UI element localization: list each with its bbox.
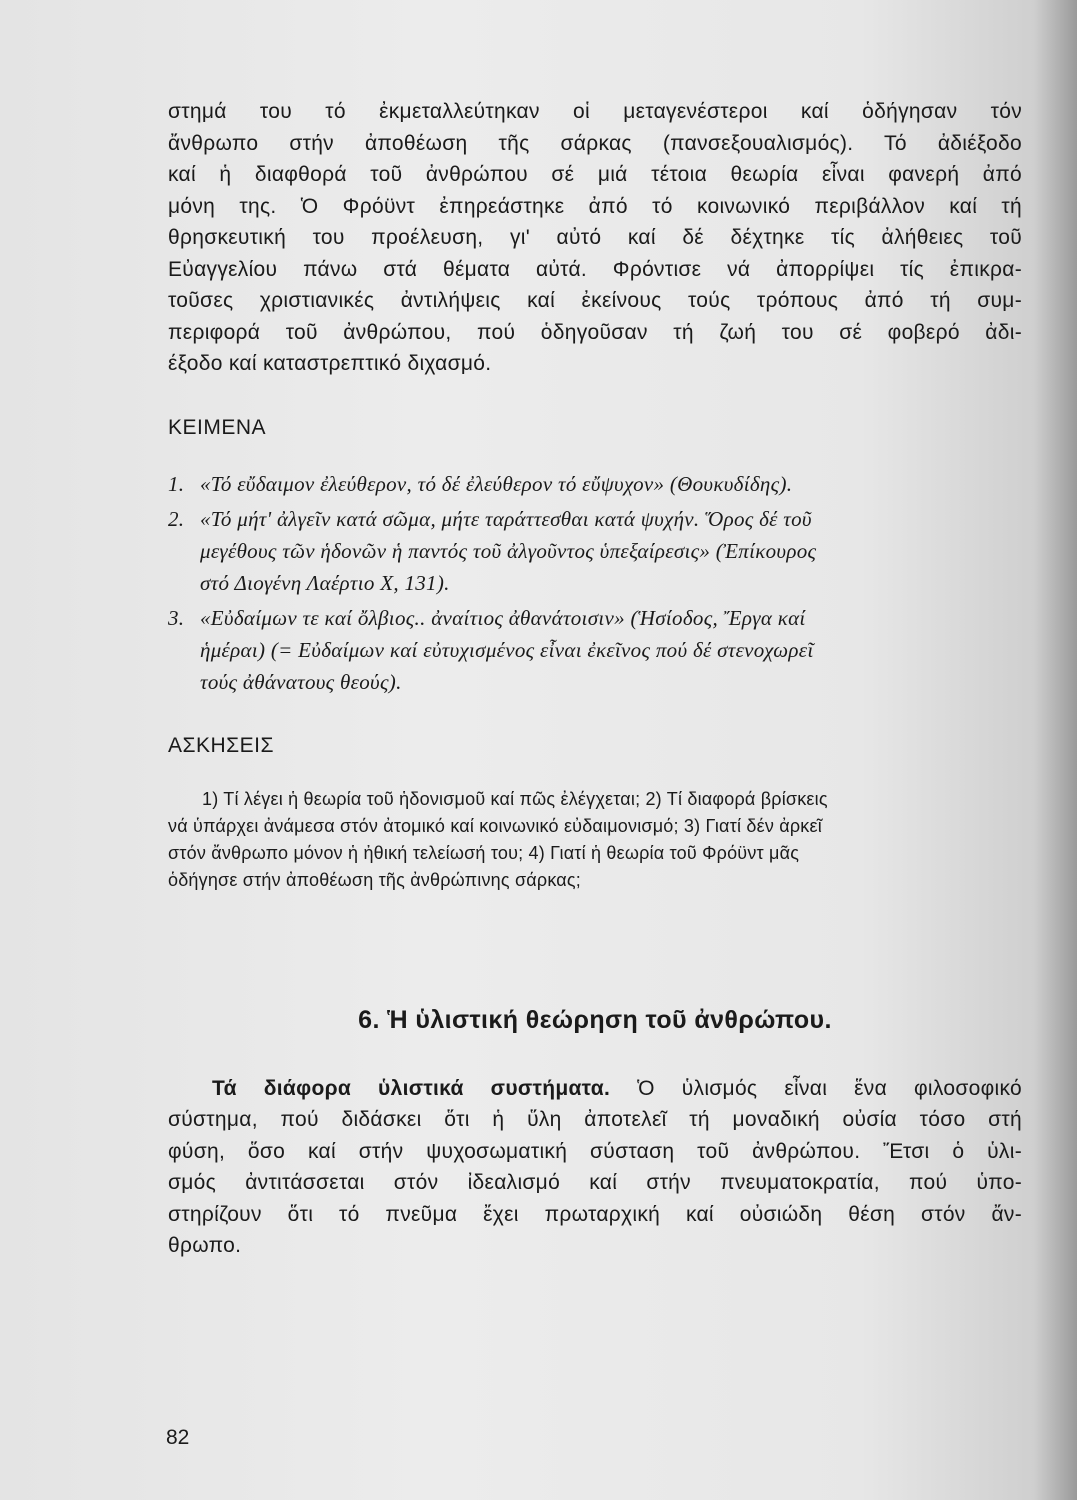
text-line: θρησκευτική του προέλευση, γι' αὐτό καί δέ δέχτηκε τίς ἀλήθειες τοῦ — [168, 226, 1022, 249]
text-line: στό Διογένη Λαέρτιο X, 131). — [200, 570, 450, 595]
text-item — [168, 602, 1022, 698]
text-line: περιφορά τοῦ ἀνθρώπου, πού ὁδηγοῦσαν τή ζωή του σέ φοβερό ἀδι- — [168, 320, 1022, 344]
text-line: 1) Τί λέγει ἡ θεωρία τοῦ ἡδονισμοῦ καί πῶς ἐλέγχεται; 2) Τί διαφορά βρίσκεις — [202, 788, 828, 809]
text-line: σμός ἀντιτάσσεται στόν ἰδεαλισμό καί στήν πνευματοκρατία, πού ὑπο- — [168, 1171, 1022, 1194]
text-line: νά ὑπάρχει ἀνάμεσα στόν ἀτομικό καί κοινωνικό εὐδαιμονισμό; 3) Γιατί δέν ἀρκεῖ — [168, 815, 822, 836]
section-title: 6. Ἡ ὑλιστική θεώρηση τοῦ ἀνθρώπου. — [358, 1005, 832, 1034]
text-line: μόνη της. Ὁ Φρόϋντ ἐπηρεάστηκε ἀπό τό κοινωνικό περιβάλλον καί τή — [168, 194, 1022, 218]
text-line: έξοδο καί καταστρεπτικό διχασμό. — [168, 352, 492, 375]
text-item — [168, 503, 1022, 599]
item-number: 1. — [168, 471, 185, 496]
item-number: 3. — [168, 605, 185, 630]
text-line: «Εὐδαίμων τε καί ὄλβιος.. ἀναίτιος ἀθανάτοισιν» (Ἡσίοδος, Ἔργα καί — [200, 605, 806, 630]
page-number: 82 — [166, 1426, 190, 1449]
texts-list — [168, 468, 1022, 698]
text-line — [168, 1073, 1022, 1105]
text-line: θρωπο. — [168, 1234, 242, 1257]
text-line: στόν ἄνθρωπο μόνον ἡ ἠθική τελείωσή του; 4) Γιατί ἡ θεωρία τοῦ Φρόϋντ μᾶς — [168, 842, 800, 863]
paragraph-freud — [168, 96, 1022, 380]
text-line: «Τό μήτ' ἀλγεῖν κατά σῶμα, μήτε ταράττεσθαι κατά ψυχήν. Ὅρος δέ τοῦ — [200, 506, 812, 531]
text-line: τοῦσες χριστιανικές ἀντιλήψεις καί ἐκείνους τούς τρόπους ἀπό τή συμ- — [168, 289, 1022, 312]
text-line: στημά του τό ἐκμεταλλεύτηκαν οἱ μεταγενέστεροι καί ὁδήγησαν τόν — [168, 100, 1022, 123]
text-line: ἡμέραι) (= Εὐδαίμων καί εὐτυχισμένος εἶναι ἐκεῖνος πού δέ στενοχωρεῖ — [200, 637, 814, 662]
text-line: καί ἡ διαφθορά τοῦ ἀνθρώπου σέ μιά τέτοια θεωρία εἶναι φανερή ἀπό — [168, 163, 1022, 186]
text-line: Εὐαγγελίου πάνω στά θέματα αὐτά. Φρόντισε νά ἀπορρίψει τίς ἐπικρα- — [168, 257, 1022, 281]
text-line: μεγέθους τῶν ἡδονῶν ἡ παντός τοῦ ἀλγοῦντος ὑπεξαίρεσις» (Ἐπίκουρος — [200, 538, 817, 563]
text-line: σύστημα, πού διδάσκει ὅτι ἡ ὕλη ἀποτελεῖ τή μοναδική οὐσία τόσο στή — [168, 1108, 1022, 1131]
paragraph-lead: Τά διάφορα ὑλιστικά συστήματα. — [212, 1076, 611, 1100]
item-number: 2. — [168, 506, 185, 531]
text-line: στηρίζουν ὅτι τό πνεῦμα ἔχει πρωταρχική καί οὐσιώδη θέση στόν ἄν- — [168, 1202, 1022, 1226]
text-line: τούς ἀθάνατους θεούς). — [200, 669, 402, 694]
paragraph-materialism — [168, 1073, 1022, 1262]
first-line-rest: Ὁ ὑλισμός εἶναι ἕνα φιλοσοφικό — [610, 1076, 1023, 1100]
text-line: ὁδήγησε στήν ἀποθέωση τῆς ἀνθρώπινης σάρκας; — [168, 869, 581, 890]
text-line: «Τό εὔδαιμον ἐλεύθερον, τό δέ ἐλεύθερον τό εὔψυχον» (Θουκυδίδης). — [200, 471, 793, 496]
exercises-paragraph — [168, 786, 1022, 894]
text-item — [168, 468, 1022, 500]
texts-heading: ΚΕΙΜΕΝΑ — [168, 415, 267, 439]
text-line: ἄνθρωπο στήν ἀποθέωση τῆς σάρκας (πανσεξουαλισμός). Τό ἀδιέξοδο — [168, 131, 1022, 155]
exercises-heading: ΑΣΚΗΣΕΙΣ — [168, 733, 274, 757]
page-content — [168, 96, 1022, 1262]
text-line: φύση, ὅσο καί στήν ψυχοσωματική σύσταση τοῦ ἀνθρώπου. Ἔτσι ὁ ὑλι- — [168, 1139, 1022, 1163]
